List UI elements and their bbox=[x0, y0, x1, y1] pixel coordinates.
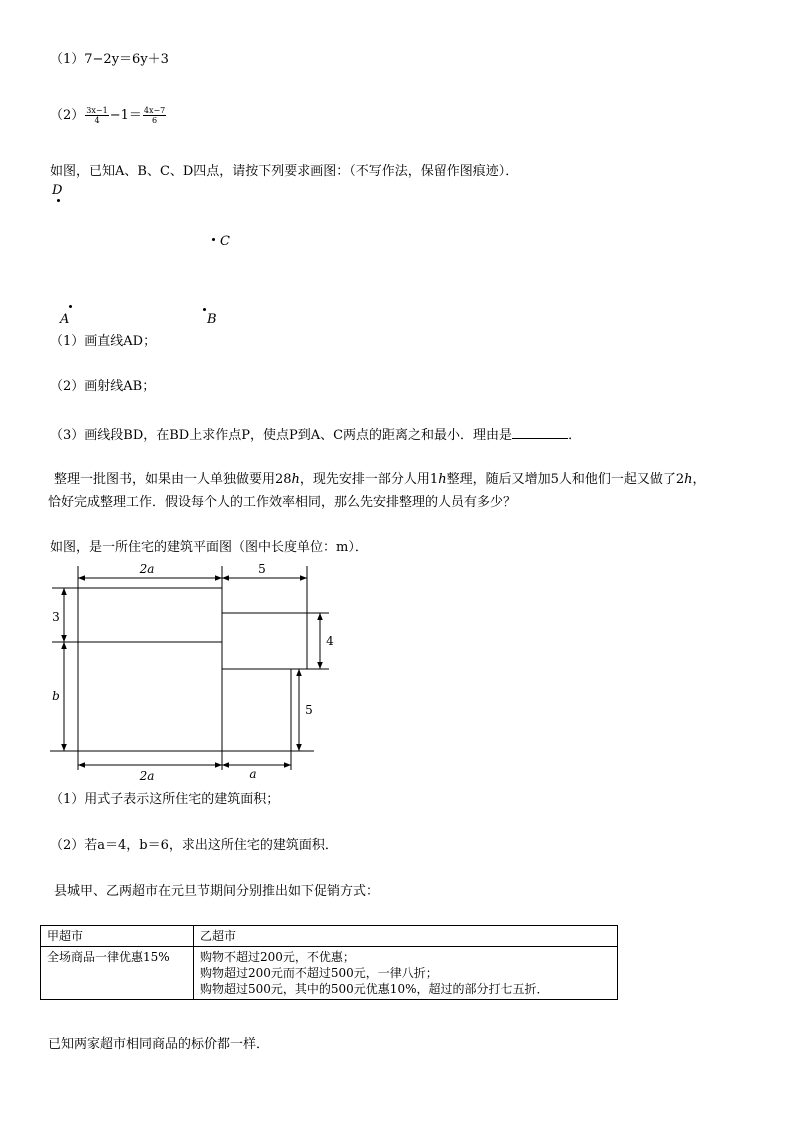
fraction-1-denominator: 4 bbox=[94, 116, 100, 125]
table-row bbox=[41, 947, 618, 1000]
plan-lower-right-block bbox=[222, 669, 291, 751]
table-header-yi: 乙超市 bbox=[194, 926, 618, 947]
point-d-dot bbox=[57, 199, 60, 202]
table-header-jia: 甲超市 bbox=[41, 926, 194, 947]
point-d-label: D bbox=[52, 183, 63, 198]
dim-label-right-4: 4 bbox=[326, 634, 334, 648]
q3-line1 bbox=[54, 472, 706, 488]
point-c-dot bbox=[212, 238, 215, 241]
table-header-row bbox=[41, 926, 618, 947]
fraction-2 bbox=[143, 106, 166, 125]
q5-note: 已知两家超市相同商品的标价都一样． bbox=[48, 1037, 270, 1052]
q3-h1: h bbox=[291, 472, 300, 487]
q3-part4: ， bbox=[692, 472, 706, 487]
dim-label-top-left: 2a bbox=[139, 562, 155, 576]
yi-rule-1: 购物不超过200元，不优惠； bbox=[200, 950, 355, 964]
point-c-label: C bbox=[220, 234, 230, 249]
q5-intro: 县城甲、乙两超市在元旦节期间分别推出如下促销方式： bbox=[54, 884, 380, 899]
q4-intro: 如图，是一所住宅的建筑平面图（图中长度单位：m）． bbox=[50, 540, 368, 555]
fraction-1 bbox=[85, 106, 108, 125]
fraction-2-numerator: 4x−7 bbox=[143, 106, 166, 115]
dim-label-right-5: 5 bbox=[305, 703, 313, 717]
dim-label-left-bottom: b bbox=[52, 689, 60, 703]
q2-sub1: （1）画直线AD； bbox=[50, 334, 157, 349]
dim-label-left-top: 3 bbox=[52, 610, 60, 624]
q3-line2: 恰好完成整理工作．假设每个人的工作效率相同，那么先安排整理的人员有多少？ bbox=[48, 495, 517, 510]
q2-sub3-text: （3）画线段BD，在BD上求作点P，使点P到A、C两点的距离之和最小．理由是 bbox=[50, 428, 513, 443]
point-a-dot bbox=[69, 305, 72, 308]
plan-upper-right-block bbox=[222, 613, 307, 669]
answer-blank[interactable] bbox=[512, 426, 568, 439]
q4-sub2: （2）若a＝4，b＝6，求出这所住宅的建筑面积． bbox=[50, 838, 338, 853]
point-b-label: B bbox=[207, 312, 217, 327]
equation-2-prefix: （2） bbox=[50, 108, 85, 123]
point-a-label: A bbox=[60, 312, 70, 327]
dim-label-bottom-left: 2a bbox=[139, 769, 155, 783]
equation-2 bbox=[50, 106, 167, 125]
q2-intro: 如图，已知A、B、C、D四点，请按下列要求画图：（不写作法，保留作图痕迹）． bbox=[50, 164, 519, 179]
plan-left-block bbox=[78, 588, 222, 751]
fraction-1-numerator: 3x−1 bbox=[86, 106, 108, 115]
yi-rule-2: 购物超过200元而不超过500元，一律八折； bbox=[200, 966, 438, 980]
q3-h3: h bbox=[684, 472, 693, 487]
fraction-2-denominator: 6 bbox=[152, 116, 158, 125]
dim-label-bottom-right: a bbox=[249, 767, 257, 781]
q3-h2: h bbox=[438, 472, 447, 487]
q2-sub2: （2）画射线AB； bbox=[50, 379, 156, 394]
promotion-table bbox=[40, 925, 618, 1000]
q2-sub3 bbox=[50, 426, 581, 444]
q3-part2: ，现先安排一部分人用1 bbox=[299, 472, 439, 487]
table-cell-jia: 全场商品一律优惠15% bbox=[41, 947, 194, 1000]
q4-sub1: （1）用式子表示这所住宅的建筑面积； bbox=[50, 792, 280, 807]
table-cell-yi bbox=[194, 947, 618, 1000]
q3-part3: 整理，随后又增加5人和他们一起又做了2 bbox=[446, 472, 685, 487]
q3-part1: 整理一批图书，如果由一人单独做要用28 bbox=[54, 472, 292, 487]
point-b-dot bbox=[203, 308, 206, 311]
equation-2-middle: −1＝ bbox=[109, 108, 142, 123]
yi-rule-3: 购物超过500元，其中的500元优惠10%，超过的部分打七五折． bbox=[200, 982, 549, 996]
q2-sub3-end: ． bbox=[568, 428, 582, 443]
dim-label-top-right: 5 bbox=[258, 562, 266, 576]
equation-1: （1）7−2y＝6y＋3 bbox=[50, 52, 169, 67]
